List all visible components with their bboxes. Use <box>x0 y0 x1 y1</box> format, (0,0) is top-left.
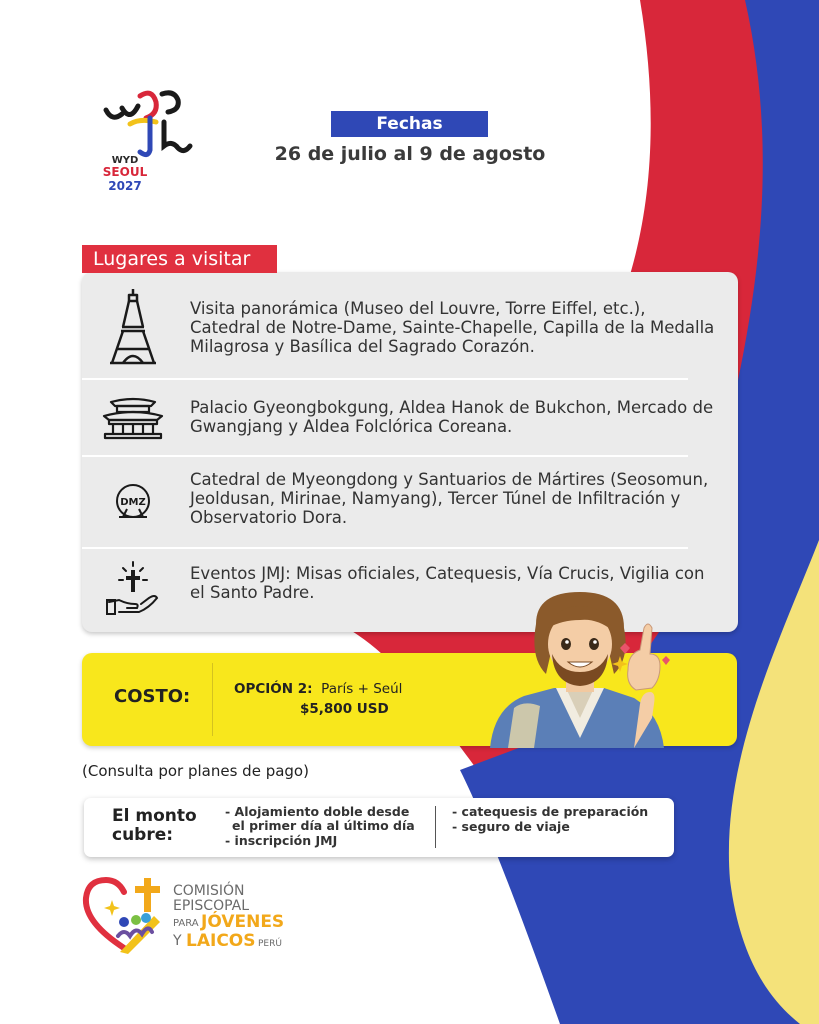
cejl-comision: COMISIÓN <box>173 883 245 899</box>
monto-cubre-card <box>84 798 674 857</box>
consulta-planes-pago: (Consulta por planes de pago) <box>82 762 309 780</box>
cejl-peru: PERÚ <box>258 939 282 949</box>
monto-label-line1: El monto <box>112 806 197 826</box>
monto-item: el primer día al último día <box>232 818 415 833</box>
wyd-seoul-logo <box>100 88 200 200</box>
dmz-tunnel-icon <box>98 471 168 535</box>
lugar-text: Visita panorámica (Museo del Louvre, Torre Eiffel, etc.), Catedral de Notre-Dame, Sainte-Chapelle, Capilla de la Medalla Milagrosa y Basílica del Sagrado Corazón. <box>190 299 715 356</box>
opcion-label: OPCIÓN 2: <box>234 681 313 697</box>
monto-label <box>112 807 197 845</box>
eiffel-tower-icon <box>98 286 168 366</box>
list-item <box>82 457 738 547</box>
pilgrim-character-illustration <box>484 588 674 748</box>
fechas-dates: 26 de julio al 9 de agosto <box>274 143 546 165</box>
costo-label: COSTO: <box>114 686 191 707</box>
wyd-logo-mark-icon <box>100 88 200 158</box>
cejl-jovenes: JÓVENES <box>201 912 285 932</box>
list-item <box>82 380 738 455</box>
monto-label-line2: cubre: <box>112 825 174 845</box>
cejl-laicos: LAICOS <box>186 931 256 951</box>
fechas-badge: Fechas <box>331 111 488 137</box>
year-logo-text: 2027 <box>108 179 142 193</box>
monto-item: - catequesis de preparación <box>452 804 649 819</box>
cross-hand-icon <box>98 557 168 621</box>
lugar-text: Eventos JMJ: Misas oficiales, Catequesis, Vía Crucis, Vigilia con el Santo Padre. <box>190 564 705 602</box>
korean-palace-icon <box>98 390 168 446</box>
lugares-heading: Lugares a visitar <box>82 245 277 273</box>
monto-item: - seguro de viaje <box>452 819 570 834</box>
heart-cross-logo-icon <box>80 876 168 956</box>
list-item <box>82 272 738 377</box>
wyd-logo-text: WYD <box>111 155 139 166</box>
cejl-episcopal: EPISCOPAL <box>173 898 250 914</box>
monto-item: - inscripción JMJ <box>225 833 338 848</box>
cejl-para: PARA <box>173 918 199 929</box>
cejl-y: Y <box>173 933 182 949</box>
monto-divider <box>435 806 436 848</box>
lugar-text: Palacio Gyeongbokgung, Aldea Hanok de Bukchon, Mercado de Gwangjang y Aldea Folclórica Coreana. <box>190 398 714 436</box>
dmz-icon-label: DMZ <box>120 497 146 508</box>
costo-divider <box>212 663 213 736</box>
monto-item: - Alojamiento doble desde <box>225 804 410 819</box>
opcion-route: París + Seúl <box>321 681 403 697</box>
opcion-line <box>234 681 402 697</box>
seoul-logo-text: SEOUL <box>102 165 148 179</box>
comision-episcopal-logo <box>80 876 300 956</box>
lugares-card <box>82 272 738 632</box>
lugar-text: Catedral de Myeongdong y Santuarios de Mártires (Seosomun, Jeoldusan, Mirinae, Namyang), Tercer Túnel de Infiltración y Observatorio Dora. <box>190 470 709 527</box>
opcion-price: $5,800 USD <box>300 701 389 717</box>
